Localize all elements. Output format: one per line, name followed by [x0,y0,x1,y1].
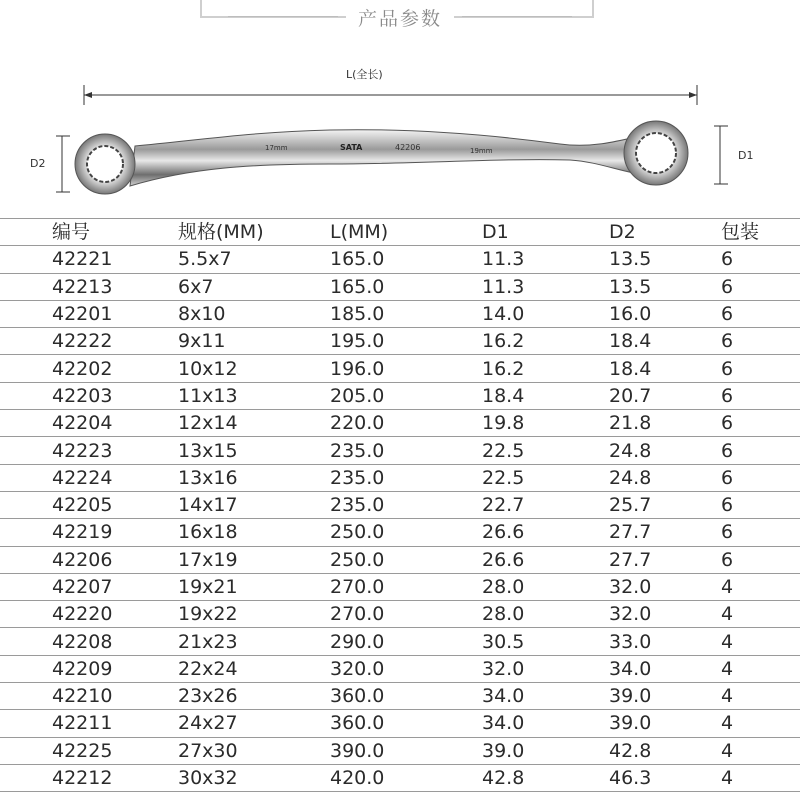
table-row [0,546,800,573]
engraving-model: 42206 [395,143,421,152]
cell-spec: 8x10 [178,300,330,327]
cell-d1: 16.2 [482,355,609,382]
cell-id: 42208 [0,628,178,655]
cell-pack: 6 [711,382,800,409]
cell-spec: 23x26 [178,683,330,710]
table-row [0,355,800,382]
cell-d2: 32.0 [609,601,711,628]
cell-d2: 16.0 [609,300,711,327]
cell-pack: 4 [711,601,800,628]
cell-length: 235.0 [330,437,482,464]
table-row [0,437,800,464]
cell-d2: 46.3 [609,764,711,791]
cell-d1: 28.0 [482,601,609,628]
cell-pack: 4 [711,764,800,791]
cell-d2: 27.7 [609,519,711,546]
cell-pack: 6 [711,273,800,300]
cell-d2: 27.7 [609,546,711,573]
cell-d1: 28.0 [482,573,609,600]
table-row [0,382,800,409]
table-row [0,300,800,327]
cell-pack: 6 [711,491,800,518]
cell-id: 42221 [0,246,178,273]
cell-id: 42212 [0,764,178,791]
cell-id: 42219 [0,519,178,546]
section-header [0,0,800,40]
cell-id: 42224 [0,464,178,491]
column-header-d2: D2 [609,219,711,246]
cell-spec: 10x12 [178,355,330,382]
cell-pack: 6 [711,519,800,546]
cell-length: 360.0 [330,683,482,710]
column-header-id: 编号 [0,219,178,246]
cell-pack: 6 [711,300,800,327]
d1-label: D1 [738,149,754,162]
cell-d2: 18.4 [609,355,711,382]
cell-spec: 13x15 [178,437,330,464]
length-right-arrow [689,92,697,98]
cell-id: 42211 [0,710,178,737]
cell-d1: 39.0 [482,737,609,764]
cell-pack: 4 [711,737,800,764]
cell-pack: 6 [711,246,800,273]
cell-pack: 4 [711,710,800,737]
engraving-right-size: 19mm [470,147,493,155]
cell-pack: 4 [711,628,800,655]
cell-d2: 34.0 [609,655,711,682]
cell-d2: 33.0 [609,628,711,655]
cell-id: 42222 [0,328,178,355]
length-label: L(全长) [346,68,383,81]
cell-spec: 14x17 [178,491,330,518]
table-row [0,764,800,791]
cell-spec: 30x32 [178,764,330,791]
column-header-spec: 规格(MM) [178,219,330,246]
cell-pack: 6 [711,328,800,355]
cell-d1: 34.0 [482,710,609,737]
table-row [0,464,800,491]
engraving-brand: SATA [340,143,363,152]
cell-d1: 11.3 [482,273,609,300]
cell-id: 42206 [0,546,178,573]
wrench-illustration [0,40,800,215]
cell-spec: 27x30 [178,737,330,764]
cell-id: 42220 [0,601,178,628]
spec-table [0,218,800,792]
cell-spec: 17x19 [178,546,330,573]
cell-d1: 19.8 [482,410,609,437]
cell-spec: 19x21 [178,573,330,600]
cell-d2: 25.7 [609,491,711,518]
cell-d2: 18.4 [609,328,711,355]
cell-spec: 9x11 [178,328,330,355]
cell-id: 42201 [0,300,178,327]
cell-pack: 6 [711,355,800,382]
cell-length: 270.0 [330,601,482,628]
cell-d1: 42.8 [482,764,609,791]
cell-spec: 13x16 [178,464,330,491]
cell-pack: 6 [711,464,800,491]
cell-length: 270.0 [330,573,482,600]
cell-id: 42223 [0,437,178,464]
cell-length: 185.0 [330,300,482,327]
cell-length: 165.0 [330,246,482,273]
engraving-left-size: 17mm [265,144,288,152]
cell-length: 250.0 [330,519,482,546]
cell-length: 205.0 [330,382,482,409]
cell-pack: 4 [711,573,800,600]
cell-spec: 5.5x7 [178,246,330,273]
cell-id: 42203 [0,382,178,409]
cell-d1: 34.0 [482,683,609,710]
table-row [0,683,800,710]
cell-id: 42213 [0,273,178,300]
table-body [0,246,800,792]
cell-d1: 18.4 [482,382,609,409]
column-header-pack: 包装 [711,219,800,246]
cell-length: 235.0 [330,491,482,518]
cell-length: 250.0 [330,546,482,573]
table-row [0,519,800,546]
table-row [0,737,800,764]
cell-spec: 16x18 [178,519,330,546]
cell-length: 290.0 [330,628,482,655]
cell-d2: 13.5 [609,273,711,300]
table-row [0,273,800,300]
cell-length: 165.0 [330,273,482,300]
table-row [0,710,800,737]
cell-d1: 11.3 [482,246,609,273]
cell-d1: 30.5 [482,628,609,655]
d2-label: D2 [30,157,46,170]
cell-id: 42209 [0,655,178,682]
cell-length: 195.0 [330,328,482,355]
cell-length: 220.0 [330,410,482,437]
cell-length: 360.0 [330,710,482,737]
cell-d2: 39.0 [609,683,711,710]
cell-length: 420.0 [330,764,482,791]
cell-spec: 6x7 [178,273,330,300]
cell-id: 42207 [0,573,178,600]
cell-length: 196.0 [330,355,482,382]
column-header-d1: D1 [482,219,609,246]
cell-d1: 16.2 [482,328,609,355]
cell-spec: 21x23 [178,628,330,655]
cell-d1: 32.0 [482,655,609,682]
cell-pack: 6 [711,410,800,437]
cell-spec: 19x22 [178,601,330,628]
table-row [0,655,800,682]
wrench-dimension-diagram [0,40,800,215]
cell-id: 42204 [0,410,178,437]
cell-length: 390.0 [330,737,482,764]
column-header-length: L(MM) [330,219,482,246]
table-row [0,573,800,600]
table-row [0,601,800,628]
length-left-arrow [84,92,92,98]
cell-spec: 24x27 [178,710,330,737]
cell-id: 42210 [0,683,178,710]
cell-id: 42205 [0,491,178,518]
cell-d1: 14.0 [482,300,609,327]
cell-spec: 12x14 [178,410,330,437]
cell-d2: 32.0 [609,573,711,600]
cell-d2: 20.7 [609,382,711,409]
cell-length: 320.0 [330,655,482,682]
cell-d1: 26.6 [482,519,609,546]
table-header-row [0,219,800,246]
cell-pack: 4 [711,683,800,710]
cell-d1: 22.7 [482,491,609,518]
table-row [0,410,800,437]
cell-id: 42225 [0,737,178,764]
table-row [0,328,800,355]
cell-spec: 22x24 [178,655,330,682]
cell-d1: 22.5 [482,464,609,491]
table-row [0,491,800,518]
cell-d1: 22.5 [482,437,609,464]
cell-id: 42202 [0,355,178,382]
cell-spec: 11x13 [178,382,330,409]
cell-d2: 24.8 [609,437,711,464]
table-row [0,246,800,273]
cell-pack: 6 [711,546,800,573]
cell-d2: 39.0 [609,710,711,737]
table-row [0,628,800,655]
cell-d1: 26.6 [482,546,609,573]
cell-pack: 6 [711,437,800,464]
cell-length: 235.0 [330,464,482,491]
cell-d2: 42.8 [609,737,711,764]
cell-d2: 21.8 [609,410,711,437]
wrench-shank [130,130,650,186]
section-title: 产品参数 [0,4,800,31]
cell-d2: 24.8 [609,464,711,491]
cell-d2: 13.5 [609,246,711,273]
cell-pack: 4 [711,655,800,682]
